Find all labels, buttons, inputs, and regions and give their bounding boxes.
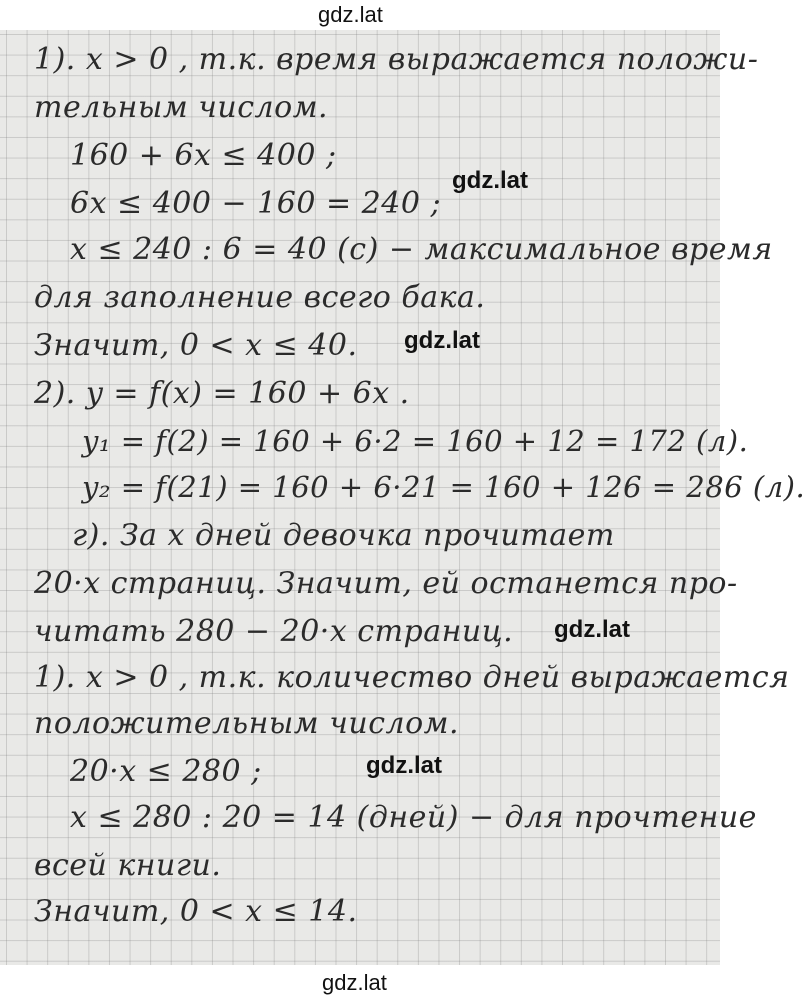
watermark-top: gdz.lat	[318, 2, 383, 27]
solution-line: 20·x ≤ 280 ;	[70, 754, 262, 789]
solution-line: всей книги.	[34, 848, 222, 883]
solution-line: читать 280 − 20·x страниц.	[34, 614, 514, 649]
solution-line: x ≤ 240 : 6 = 40 (с) − максимальное время	[70, 232, 773, 267]
watermark-inline: gdz.lat	[404, 327, 480, 354]
solution-line: для заполнение всего бака.	[34, 280, 486, 315]
solution-line: x ≤ 280 : 20 = 14 (дней) − для прочтение	[70, 800, 757, 835]
solution-line: 1). x > 0 , т.к. время выражается положи-	[34, 42, 759, 77]
solution-line: 160 + 6x ≤ 400 ;	[70, 138, 337, 173]
solution-line: 6x ≤ 400 − 160 = 240 ;	[70, 186, 442, 221]
solution-line: 2). y = f(x) = 160 + 6x .	[34, 376, 410, 411]
watermark-inline: gdz.lat	[554, 616, 630, 643]
solution-line: Значит, 0 < x ≤ 14.	[34, 894, 358, 929]
solution-line: положительным числом.	[34, 706, 460, 741]
solution-line: y₁ = f(2) = 160 + 6·2 = 160 + 12 = 172 (л).	[82, 424, 749, 458]
solution-line: тельным числом.	[34, 90, 329, 125]
solution-line: 1). x > 0 , т.к. количество дней выражается	[34, 660, 790, 695]
watermark-inline: gdz.lat	[366, 752, 442, 779]
solution-line: г). За x дней девочка прочитает	[72, 518, 615, 553]
watermark-inline: gdz.lat	[452, 167, 528, 194]
watermark-bottom: gdz.lat	[322, 970, 387, 995]
solution-line: y₂ = f(21) = 160 + 6·21 = 160 + 126 = 286 (л).	[82, 470, 805, 504]
solution-line: 20·x страниц. Значит, ей останется про-	[34, 566, 738, 601]
solution-line: Значит, 0 < x ≤ 40.	[34, 328, 358, 363]
